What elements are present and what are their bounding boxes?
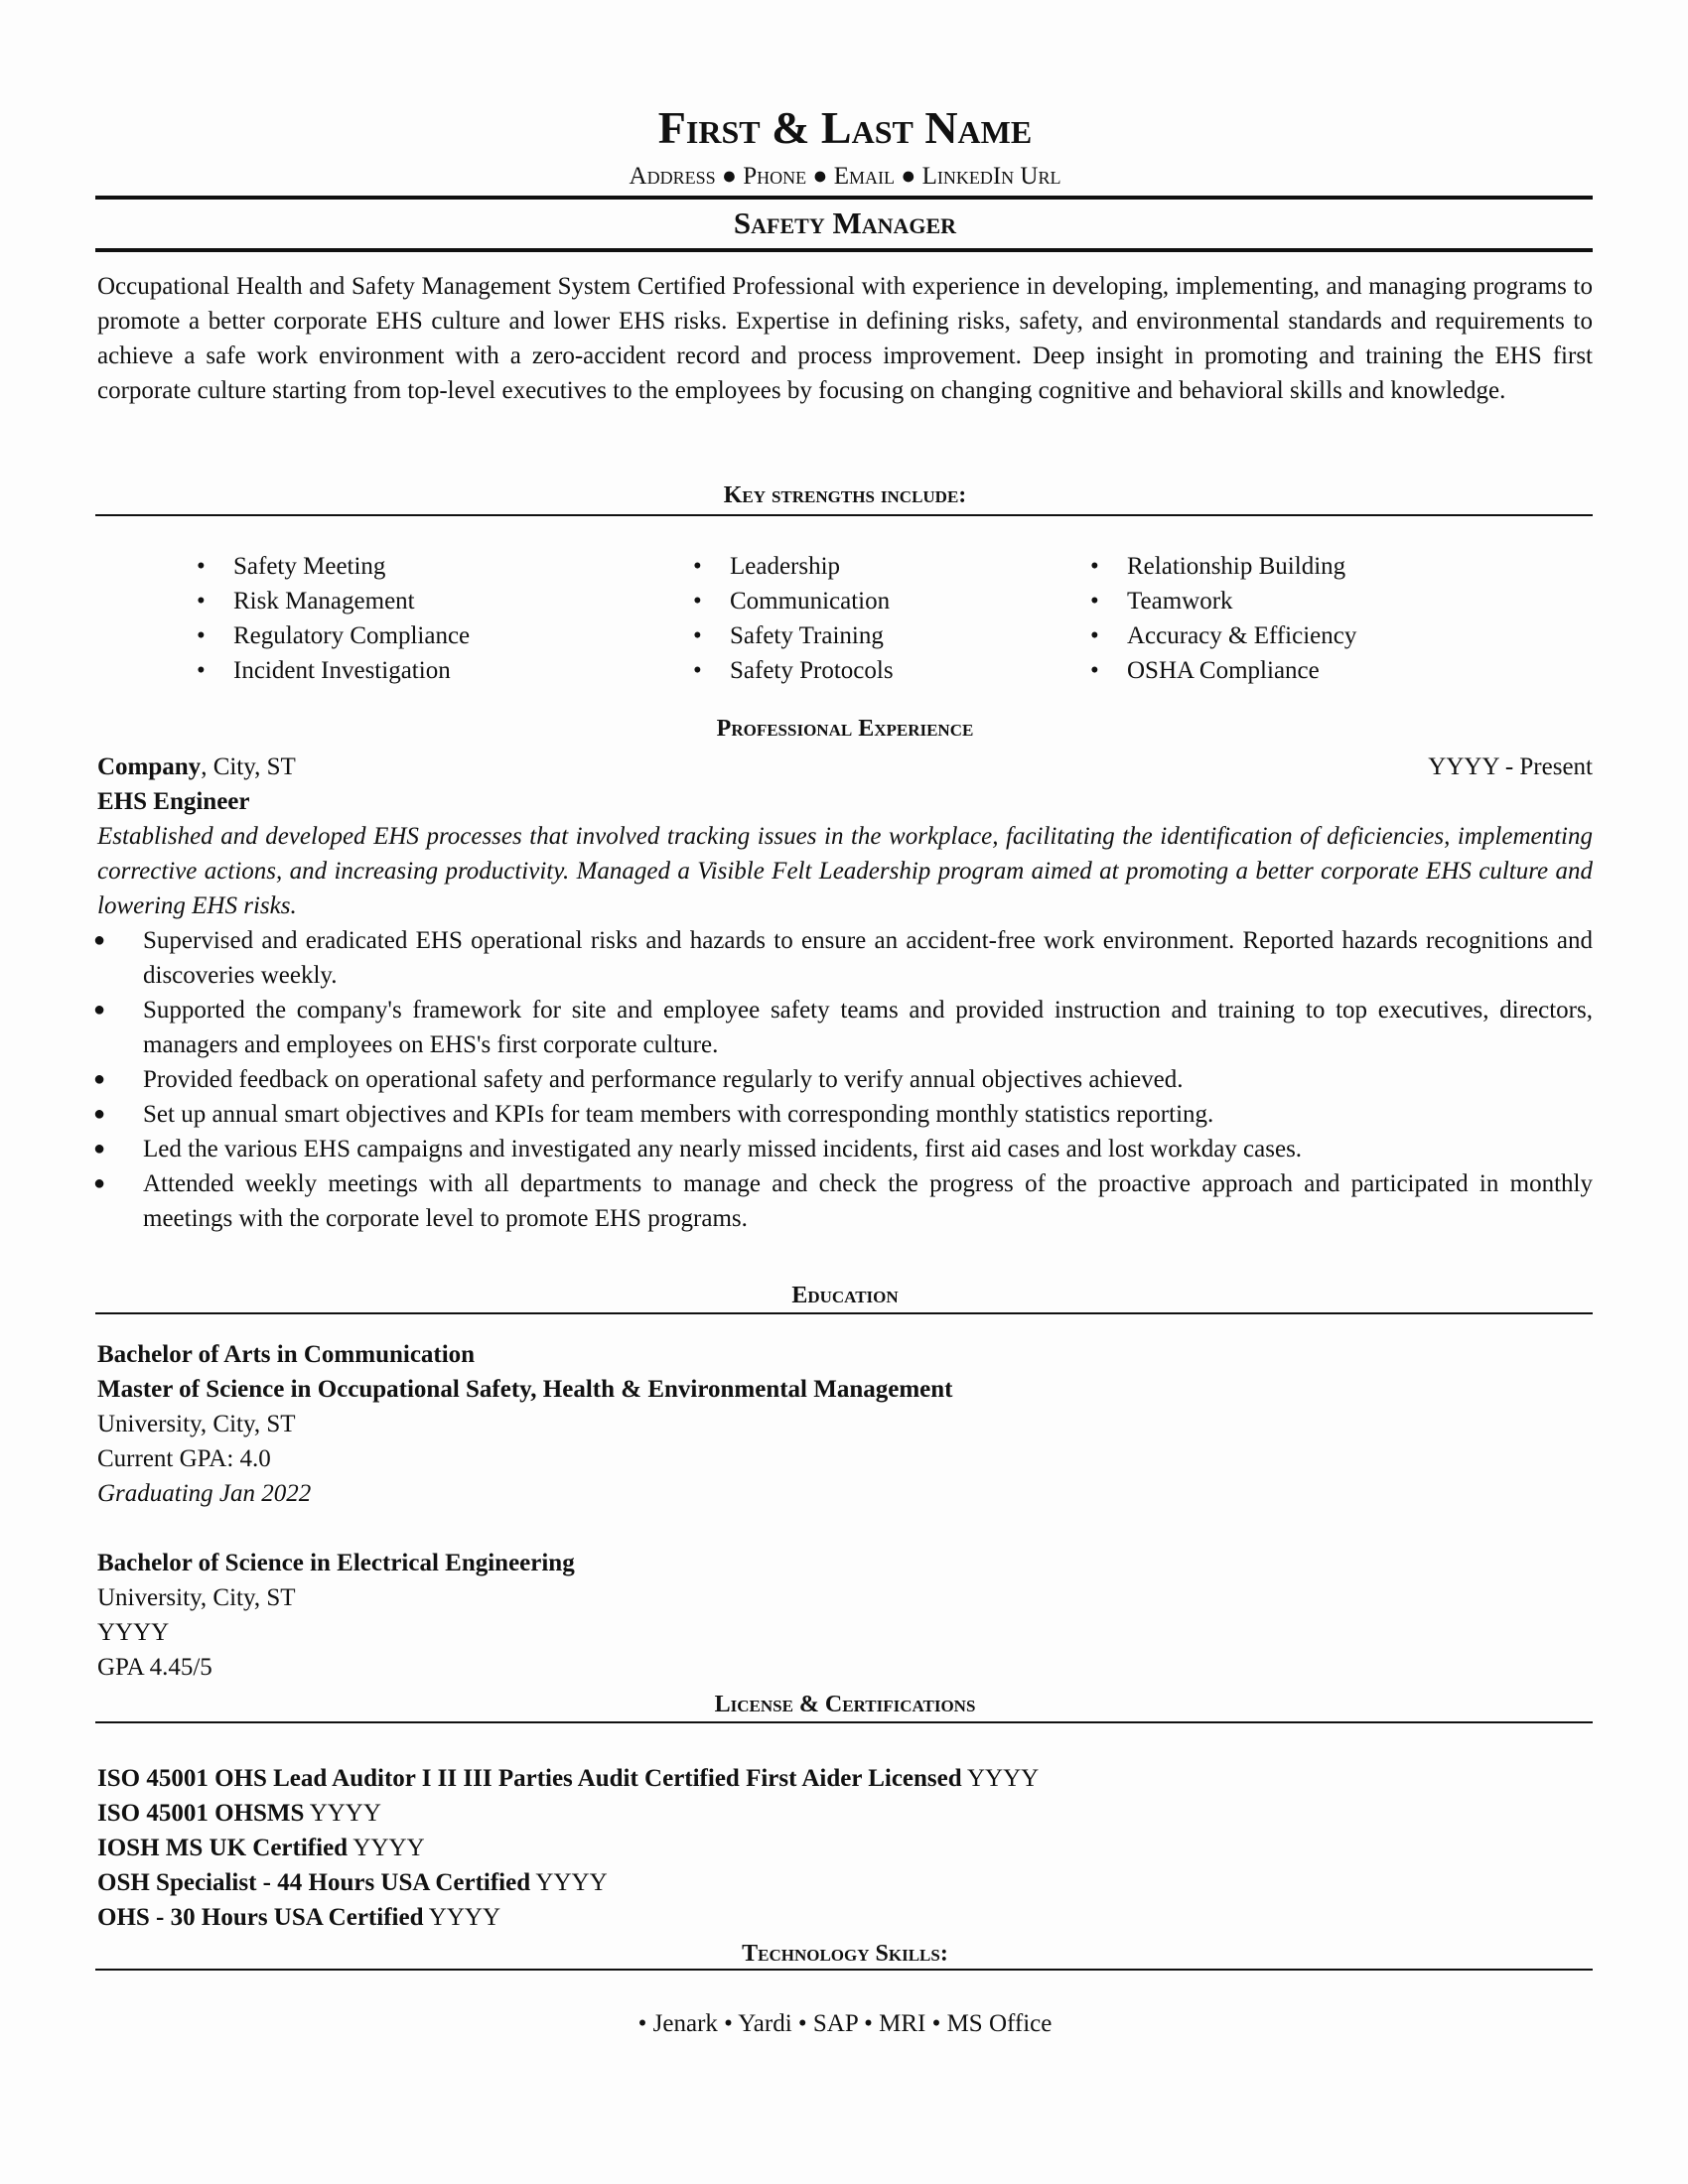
summary: Occupational Health and Safety Management System Certified Professional with experience in developing, implementing, and managing programs to promote a better corporate EHS culture and lower EHS risks. Expertise in defining risks, safety, and environmental standards and requirements to achieve a safe work environment with a zero-accident record and process improvement. Deep insight in promoting and training the EHS first corporate culture starting from top-level executives to the employees by focusing on changing cognitive and behavioral skills and knowledge. — [97, 273, 1593, 404]
divider — [95, 196, 1593, 200]
strengths-list — [97, 549, 1593, 688]
list-item: • Communication — [693, 584, 1090, 618]
certification-item: OSH Specialist - 44 Hours USA Certified YYYY — [97, 1869, 608, 1896]
contact-line: Address ● Phone ● Email ● LinkedIn Url — [629, 163, 1061, 190]
role-title: EHS Engineer — [97, 788, 250, 815]
education-section — [97, 1337, 1593, 1685]
certification-item: ISO 45001 OHS Lead Auditor I II III Parties Audit Certified First Aider Licensed YYYY — [97, 1765, 1040, 1792]
divider — [95, 514, 1593, 516]
certification-item: IOSH MS UK Certified YYYY — [97, 1835, 425, 1861]
certification-item: OHS - 30 Hours USA Certified YYYY — [97, 1904, 501, 1931]
degree: Master of Science in Occupational Safety, Health & Environmental Management — [97, 1376, 953, 1403]
graduation-date: Graduating Jan 2022 — [97, 1480, 312, 1507]
role-description: Established and developed EHS processes that involved tracking issues in the workplace, facilitating the identification of deficiencies, implementing corrective actions, and increasing productivity. Managed a Visible Felt Leadership program aimed at promoting a better corporate EHS culture and lowering EHS risks. — [97, 823, 1593, 919]
employment-dates: YYYY - Present — [1428, 753, 1593, 780]
list-item: • Safety Training — [693, 618, 1090, 653]
experience-heading: Professional Experience — [716, 716, 974, 742]
education-heading: Education — [791, 1283, 899, 1308]
list-item: ● Set up annual smart objectives and KPIs for team members with corresponding monthly statistics reporting. — [91, 1097, 1593, 1132]
list-item: ● Attended weekly meetings with all departments to manage and check the progress of the proactive approach and participated in monthly meetings with the corporate level to promote EHS programs. — [91, 1166, 1593, 1236]
list-item: • Teamwork — [1090, 584, 1356, 618]
divider — [95, 1721, 1593, 1723]
divider — [95, 1969, 1593, 1971]
list-item: • Leadership — [693, 549, 1090, 584]
degree: Bachelor of Arts in Communication — [97, 1341, 476, 1368]
list-item: ● Led the various EHS campaigns and investigated any nearly missed incidents, first aid cases and lost workday cases. — [91, 1132, 1593, 1166]
school: University, City, ST — [97, 1584, 296, 1611]
divider — [95, 248, 1593, 252]
year: YYYY — [97, 1619, 170, 1646]
list-item: • Regulatory Compliance — [197, 618, 693, 653]
list-item: • OSHA Compliance — [1090, 653, 1356, 688]
list-item: • Relationship Building — [1090, 549, 1356, 584]
technology-skills: • Jenark • Yardi • SAP • MRI • MS Office — [637, 2010, 1053, 2037]
strengths-heading: Key strengths include: — [723, 482, 967, 508]
company-location: , City, ST — [201, 753, 296, 780]
technology-heading: Technology Skills: — [742, 1941, 948, 1967]
certifications-list — [97, 1761, 1593, 1935]
certification-item: ISO 45001 OHSMS YYYY — [97, 1800, 381, 1827]
list-item: • Accuracy & Efficiency — [1090, 618, 1356, 653]
candidate-name: First & Last Name — [657, 102, 1033, 153]
divider — [95, 1312, 1593, 1314]
list-item: ● Supported the company's framework for site and employee safety teams and provided instruction and training to top executives, directors, managers and employees on EHS's first corporate culture. — [91, 993, 1593, 1062]
job-title: Safety Manager — [733, 205, 957, 240]
company-name: Company — [97, 753, 202, 780]
list-item: ● Provided feedback on operational safety and performance regularly to verify annual objectives achieved. — [91, 1062, 1593, 1097]
certifications-heading: License & Certifications — [714, 1692, 976, 1717]
list-item: • Safety Meeting — [197, 549, 693, 584]
school: University, City, ST — [97, 1411, 296, 1437]
gpa: GPA 4.45/5 — [97, 1654, 212, 1681]
gpa: Current GPA: 4.0 — [97, 1445, 271, 1472]
list-item: • Safety Protocols — [693, 653, 1090, 688]
list-item: • Risk Management — [197, 584, 693, 618]
degree: Bachelor of Science in Electrical Engineering — [97, 1550, 575, 1576]
list-item: • Incident Investigation — [197, 653, 693, 688]
list-item: ● Supervised and eradicated EHS operational risks and hazards to ensure an accident-free work environment. Reported hazards recognitions and discoveries weekly. — [91, 923, 1593, 993]
experience-entry — [97, 750, 1593, 1236]
